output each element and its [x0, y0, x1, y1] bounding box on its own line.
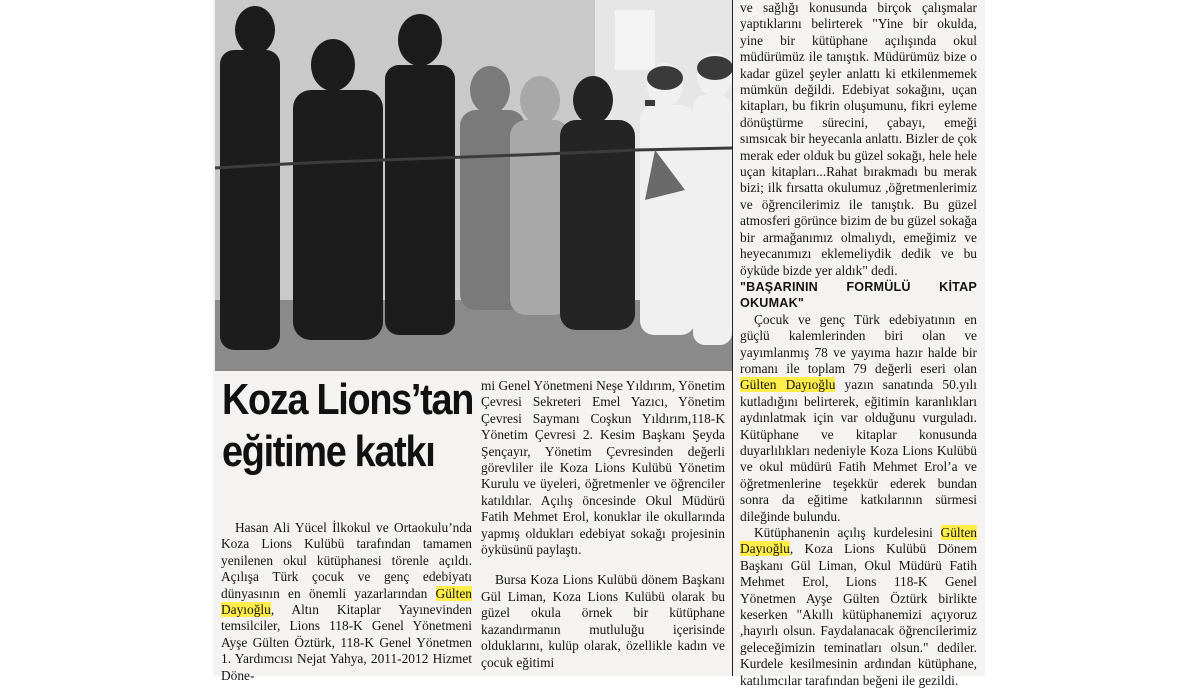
- ribbon-cutting-photo: [215, 0, 732, 371]
- column-3-paragraph-2: [740, 312, 977, 525]
- headline-line-1: Koza Lions’tan: [222, 375, 474, 424]
- photo-illustration: [215, 0, 732, 371]
- column-3-subheading: "BAŞARININ FORMÜLÜ KİTAP OKUMAK": [740, 279, 977, 311]
- highlighted-name: Gülten Dayıoğlu: [221, 585, 472, 618]
- article-column-3: [740, 0, 977, 689]
- highlighted-name: Gülten Dayıoğlu: [740, 377, 836, 393]
- text-run: Hasan Ali Yücel İlkokul ve Ortaokulu’nda Koza Lions Kulübü tarafından tamamen yenilenen okul kütüphanesi törenle açıldı. Açılışa Türk çocuk ve genç edebiyatı dünyasının en önemli yazarlarından: [221, 520, 472, 601]
- column-3-paragraph-1: ve sağlığı konusunda birçok çalışmalar yaptıklarını belirterek "Yine bir okulda, yine bir kütüphane açılışında okul müdürümüz ile tanıştık. Müdürümüz bize o kadar güzel şeyler anlattı ki etkilenmemek mümkün değildi. Edebiyat sokağını, uçan kitapları, bu fikrin oluşumunu, fikri eyleme dönüştürme sürecini, çabayı, emeği sımsıcak bir heyecanla anlattı. Bizler de çok merak eder olduk bu güzel sokağı, hele hele uçan kitapları...Rahat bırakmadı bu merak bizi; ilk fırsatta okulumuz ,öğretmenlerimiz ve öğrencilerimiz ile tanıştık. Bu güzel atmosferi görünce bizim de bu güzel sokağa bir armağanımız olmalıydı, emeğimiz ve heyecanımızı eklemeliydik dedik ve bu öyküde bizde yer aldık" dedi.: [740, 0, 977, 278]
- text-run: Çocuk ve genç Türk edebiyatının en güçlü kalemlerinden biri olan ve yayımlanmış 78 ve yayıma hazır halde bir romanı ile toplam 79 değerli eseri olan: [740, 311, 977, 376]
- headline-line-2: eğitime katkı: [222, 427, 435, 476]
- column-rule: [732, 0, 733, 676]
- text-run: yazın sanatında 50.yılı kutladığını belirterek, eğitimin karanlıkları aydınlatmak için var olduğunu vurguladı. Kütüphane ve kitaplar konusunda duyarlılıkları nedeniyle Koza Lions Kulübü ve okul müdürü Fatih Mehmet Erol’a ve öğretmenlerine teşekkür ederek bundan sonra da eğitime katkılarının sürmesi dileğinde bulundu.: [740, 377, 977, 524]
- column-1-paragraph: [221, 520, 472, 684]
- text-run: , Koza Lions Kulübü Dönem Başkanı Gül Liman, Okul Müdürü Fatih Mehmet Erol, Lions 118-K Genel Yönetmen Ayşe Gülten Öztürk birlikte keserken "Akıllı kütüphanemizi açıyoruz ,hayırlı olsun. Faydalanacak öğrencilerimiz geleceğimizin teminatları olsun." dediler. Kurdele kesilmesinin ardından kütüphane, katılımcılar tarafından beğeni ile gezildi.: [740, 541, 977, 688]
- column-2-paragraph-1: mi Genel Yönetmeni Neşe Yıldırım, Yönetim Çevresi Sekreteri Emel Yazıcı, Yönetim Çevresi Saymanı Coşkun Yıldırım,118-K Yönetim Çevresi 2. Kesim Başkanı Şeyda Şençayır, Yönetim Çevresinden değerli görevliler ile Koza Lions Kulübü Yönetim Kurulu ve üyeleri, öğretmenler ve öğrenciler katıldılar. Açılış öncesinde Okul Müdürü Fatih Mehmet Erol, konuklar ile okullarında yapmış oldukları edebiyat sokağı projesinin öyküsünü paylaştı.: [481, 378, 725, 558]
- article-column-2: [481, 378, 725, 671]
- column-3-paragraph-3: [740, 525, 977, 689]
- column-2-paragraph-2: Bursa Koza Lions Kulübü dönem Başkanı Gül Liman, Koza Lions Kulübü olarak bu güzel okula örnek bir kütüphane kazandırmanın mutluluğu içerisinde olduklarını, kulüp olarak, özellikle kadın ve çocuk eğitimi: [481, 572, 725, 670]
- headline: [222, 374, 474, 478]
- article-column-1: [221, 520, 472, 684]
- text-run: , Altın Kitaplar Yayınevinden temsilciler, Lions 118-K Genel Yönetmeni Ayşe Gülten Öztürk, 118-K Genel Yönetmen 1. Yardımcısı Nejat Yahya, 2011-2012 Hizmet Döne-: [221, 602, 472, 683]
- text-run: Kütüphanenin açılış kurdelesini: [754, 525, 941, 540]
- highlighted-name: Gülten Dayıoğlu: [740, 525, 977, 557]
